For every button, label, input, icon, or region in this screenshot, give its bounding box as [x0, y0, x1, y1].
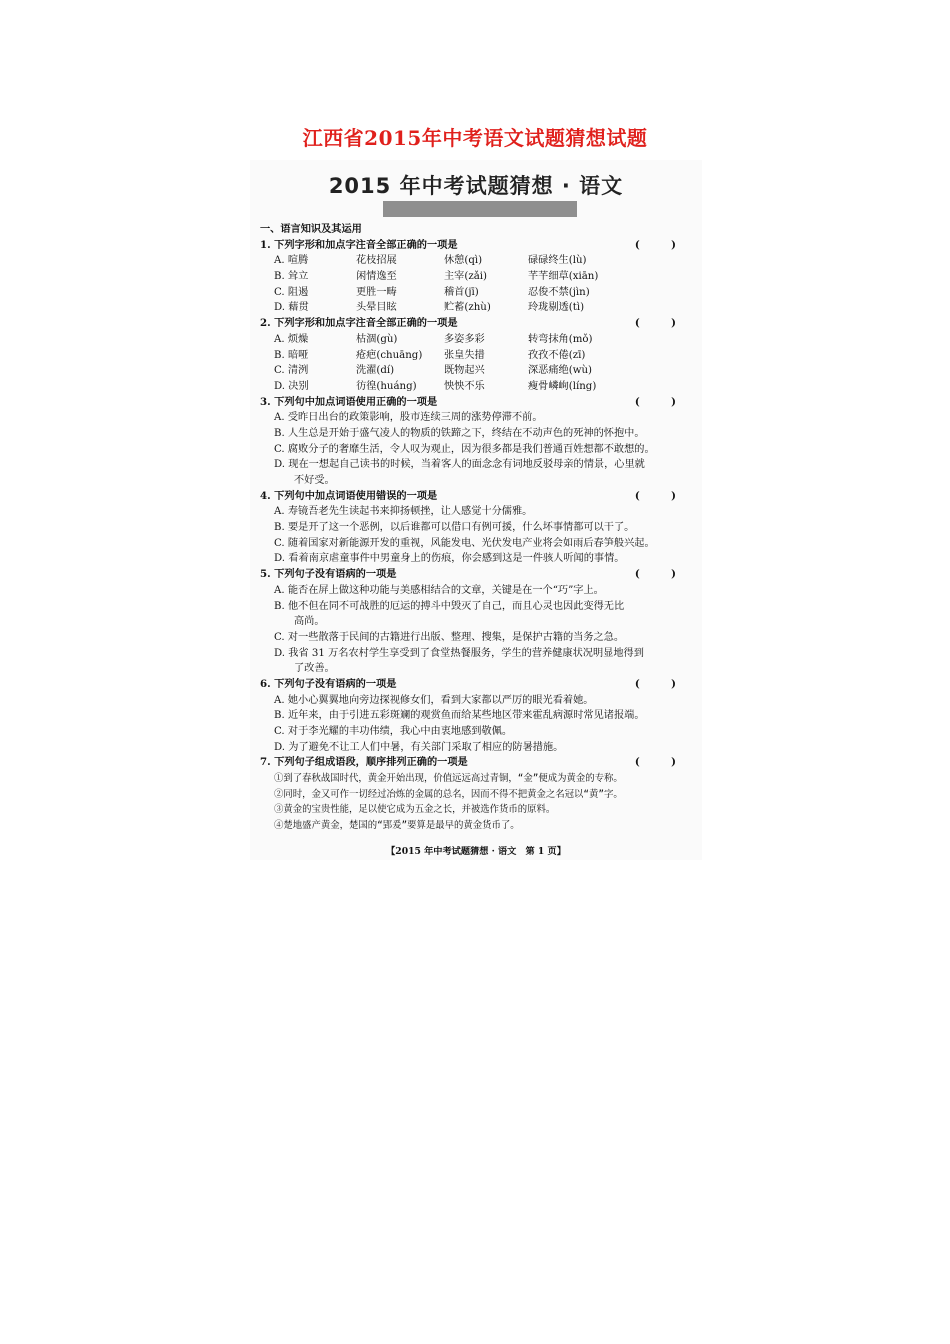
- option-d: [260, 300, 690, 316]
- option-b: [260, 269, 690, 285]
- question-6: [260, 677, 690, 693]
- option-cell: 深恶痛绝(wù): [528, 365, 592, 377]
- option-a: A. 她小心翼翼地向旁边探视修女们，看到大家都以严厉的眼光看着她。: [274, 694, 594, 706]
- question-stem: 1. 下列字形和加点字注音全部正确的一项是: [260, 238, 458, 251]
- option-c: [260, 363, 690, 379]
- question-stem: 6. 下列句子没有语病的一项是: [260, 677, 397, 690]
- document-title: 江西省2015年中考语文试题猜想试题: [302, 126, 648, 150]
- option-a: A. 寿镜吾老先生读起书来抑扬顿挫，让人感觉十分儒雅。: [274, 506, 533, 518]
- question-7: [260, 755, 690, 771]
- option-d: D. 为了避免不让工人们中暑，有关部门采取了相应的防暑措施。: [274, 741, 564, 753]
- question-2: [260, 316, 690, 332]
- sentence-4: ④楚地盛产黄金，楚国的“郢爰”要算是最早的黄金货币了。: [274, 820, 520, 832]
- option-d: D. 我省 31 万名农村学生享受到了食堂热餐服务，学生的营养健康状况明显地得到: [274, 647, 644, 659]
- question-3: [260, 395, 690, 411]
- section-heading: 一、语言知识及其运用: [260, 223, 362, 235]
- option-d-continued: 了改善。: [294, 663, 335, 675]
- option-cell: 花枝招展: [356, 255, 397, 267]
- option-cell: B. 耸立: [274, 271, 309, 283]
- option-d: D. 看着南京虐童事件中男童身上的伤痕，你会感到这是一件骇人听闻的事情。: [274, 553, 625, 565]
- page-footer: 【2015 年中考试题猜想 · 语文 第 1 页】: [386, 846, 566, 857]
- answer-parens: ( ): [634, 568, 690, 581]
- sentence-2: ②同时，金又可作一切经过冶炼的金属的总名，因而不得不把黄金之名冠以“黄”字。: [274, 788, 623, 800]
- option-cell: 多姿多彩: [444, 333, 485, 345]
- answer-parens: ( ): [634, 756, 690, 769]
- exam-body: [260, 222, 690, 834]
- option-cell: 主宰(zǎi): [444, 271, 488, 283]
- option-cell: D. 决别: [274, 380, 309, 392]
- option-cell: 贮蓄(zhù): [444, 302, 491, 314]
- option-cell: A. 喧腾: [274, 255, 309, 267]
- exam-title: 2015 年中考试题猜想 · 语文: [328, 174, 624, 198]
- option-c: [260, 285, 690, 301]
- sentence-1: ①到了春秋战国时代，黄金开始出现，价值远远高过青铜，“金”便成为黄金的专称。: [274, 773, 623, 785]
- option-b: B. 他不但在同不可战胜的厄运的搏斗中毁灭了自己，而且心灵也因此变得无比: [274, 600, 625, 612]
- answer-parens: ( ): [634, 317, 690, 330]
- option-cell: 枯涸(gù): [356, 333, 398, 345]
- option-cell: 忍俊不禁(jìn): [528, 286, 590, 298]
- option-a: A. 能否在屏上做这种功能与美感相结合的文章，关键是在一个“巧”字上。: [274, 584, 604, 596]
- option-a: [260, 332, 690, 348]
- option-cell: 更胜一畴: [356, 286, 397, 298]
- option-cell: A. 烦燥: [274, 333, 309, 345]
- option-cell: 转弯抹角(mǒ): [528, 333, 593, 345]
- question-stem: 2. 下列字形和加点字注音全部正确的一项是: [260, 317, 458, 330]
- option-c: C. 随着国家对新能源开发的重视，风能发电、光伏发电产业将会如雨后春笋般兴起。: [274, 537, 655, 549]
- redaction-bar: [383, 201, 577, 217]
- option-c: C. 对于李光耀的丰功伟绩，我心中由衷地感到敬佩。: [274, 726, 513, 737]
- option-b-continued: 高尚。: [294, 616, 325, 628]
- option-cell: 既物起兴: [444, 365, 485, 377]
- option-cell: C. 阻遏: [274, 286, 309, 298]
- option-cell: C. 清洌: [274, 365, 309, 377]
- option-d-continued: 不好受。: [294, 475, 335, 486]
- option-cell: 休憩(qì): [444, 255, 483, 267]
- option-cell: 怏怏不乐: [444, 380, 485, 392]
- option-d: [260, 379, 690, 395]
- scanned-exam-page: [250, 160, 702, 860]
- question-stem: 5. 下列句子没有语病的一项是: [260, 568, 397, 581]
- option-cell: B. 暗哑: [274, 349, 309, 361]
- answer-parens: ( ): [634, 238, 690, 251]
- option-cell: 张皇失措: [444, 349, 485, 361]
- question-stem: 4. 下列句中加点词语使用错误的一项是: [260, 489, 438, 502]
- question-stem: 7. 下列句子组成语段，顺序排列正确的一项是: [260, 756, 468, 769]
- answer-parens: ( ): [634, 677, 690, 690]
- option-cell: 疮疤(chuāng): [356, 349, 423, 361]
- option-b: [260, 348, 690, 364]
- option-cell: 碌碌终生(lù): [528, 255, 587, 267]
- answer-parens: ( ): [634, 489, 690, 502]
- option-cell: 玲珑剔透(tì): [528, 302, 585, 314]
- option-cell: 芊芊细草(xiān): [528, 271, 599, 283]
- option-cell: D. 藉贯: [274, 302, 309, 314]
- option-cell: 闲情逸至: [356, 271, 397, 283]
- option-cell: 瘦骨嶙峋(líng): [528, 380, 597, 392]
- option-d: D. 现在一想起自己读书的时候，当着客人的面念念有词地反驳母亲的情景，心里就: [274, 459, 645, 471]
- option-cell: 稽首(jī): [444, 286, 479, 298]
- option-a: [260, 253, 690, 269]
- option-cell: 彷徨(huáng): [356, 380, 417, 392]
- option-cell: 孜孜不倦(zī): [528, 349, 586, 361]
- option-cell: 头晕目眩: [356, 302, 397, 314]
- option-b: B. 近年来，由于引进五彩斑斓的观赏鱼而给某些地区带来霍乱病源时常见诸报端。: [274, 710, 645, 722]
- answer-parens: ( ): [634, 395, 690, 408]
- question-1: [260, 238, 690, 254]
- question-4: [260, 489, 690, 505]
- option-b: B. 人生总是开始于盛气凌人的物质的铁蹄之下，终结在不动声色的死神的怀抱中。: [274, 427, 645, 439]
- option-a: A. 受昨日出台的政策影响，股市连续三周的涨势停滞不前。: [274, 412, 543, 424]
- option-b: B. 要是开了这一个恶例，以后谁都可以借口有例可援，什么坏事情都可以干了。: [274, 522, 635, 534]
- sentence-3: ③黄金的宝贵性能，足以使它成为五金之长，并被选作货币的原料。: [274, 804, 556, 816]
- question-5: [260, 567, 690, 583]
- question-stem: 3. 下列句中加点词语使用正确的一项是: [260, 395, 438, 408]
- option-c: C. 腐败分子的奢靡生活，令人叹为观止，因为很多都是我们普通百姓想都不敢想的。: [274, 443, 655, 455]
- option-c: C. 对一些散落于民间的古籍进行出版、整理、搜集，是保护古籍的当务之急。: [274, 631, 625, 643]
- option-cell: 洗濯(dí): [356, 365, 395, 377]
